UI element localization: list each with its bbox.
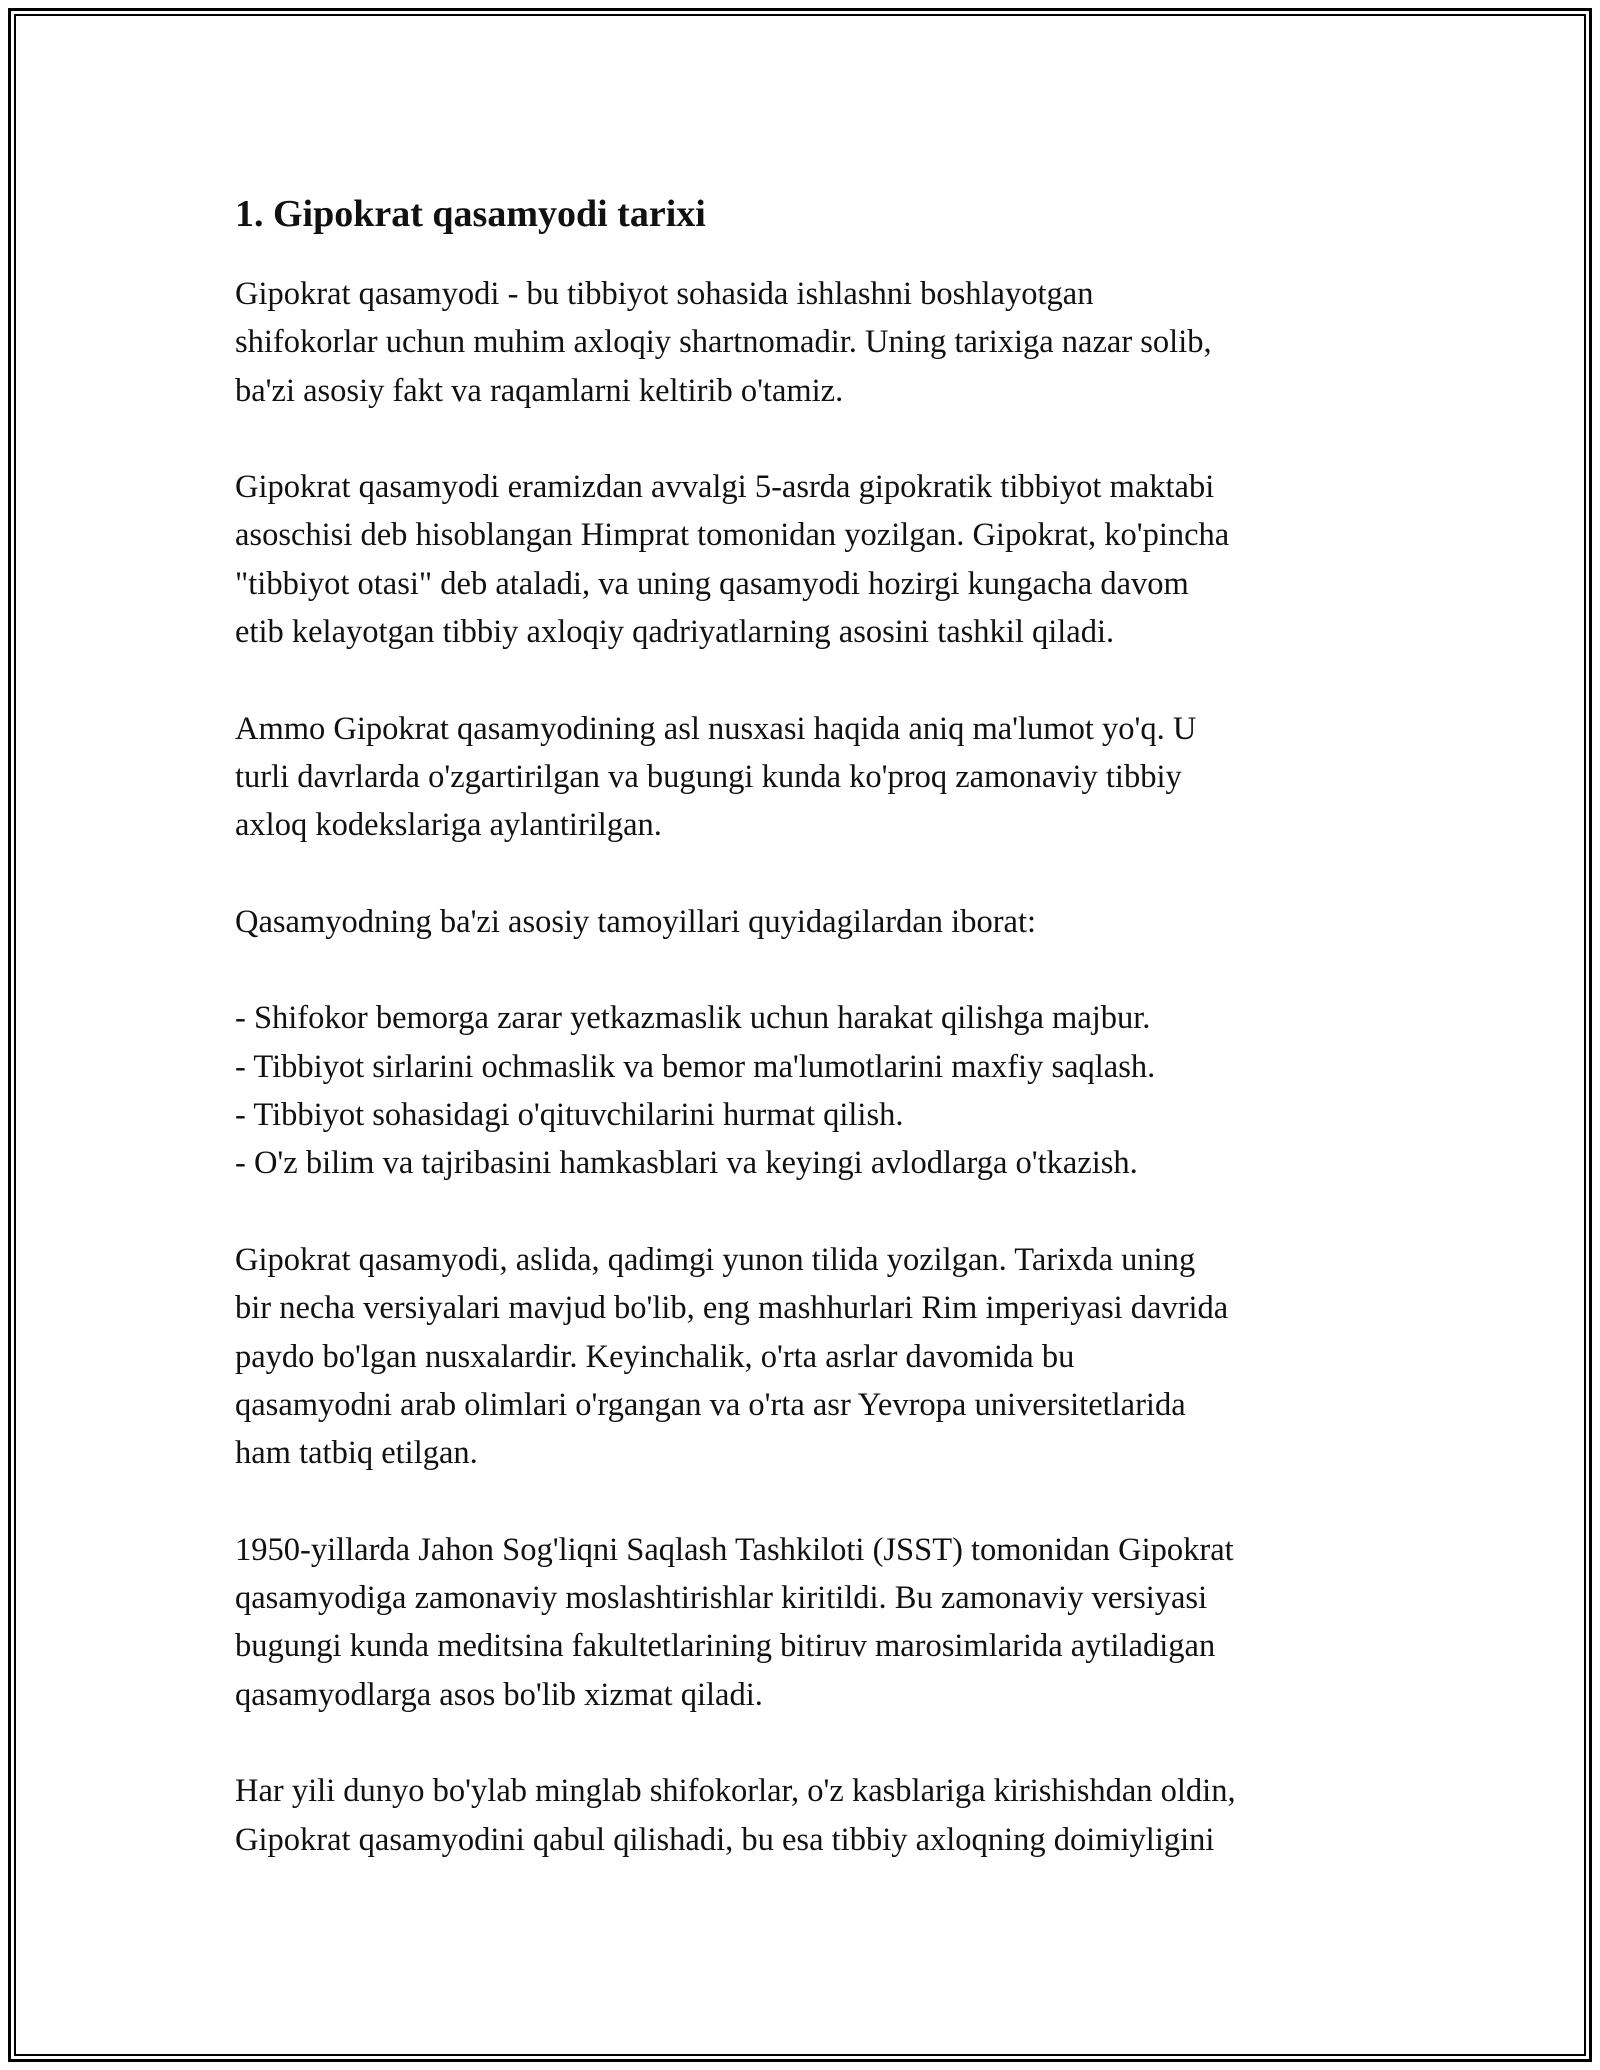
list-item: - Tibbiyot sirlarini ochmaslik va bemor ma'lumotlarini maxfiy saqlash.: [235, 1048, 1156, 1085]
document-body: [235, 188, 1375, 1912]
paragraph-origin: Gipokrat qasamyodi eramizdan avvalgi 5-asrda gipokratik tibbiyot maktabi asoschisi deb hisoblangan Himprat tomonidan yozilgan. Gipokrat, ko'pincha "tibbiyot otasi" deb ataladi, va uning qasamyodi hozirgi kungacha davom etib kelayotgan tibbiy axloqiy qadriyatlarning asosini tashkil qiladi.: [235, 469, 1230, 651]
list-item: - O'z bilim va tajribasini hamkasblari va keyingi avlodlarga o'tkazish.: [235, 1145, 1138, 1182]
paragraph-principles-intro: Qasamyodning ba'zi asosiy tamoyillari quyidagilardan iborat:: [235, 903, 1037, 940]
list-item: - Tibbiyot sohasidagi o'qituvchilarini hurmat qilish.: [235, 1097, 904, 1134]
paragraph-versions: Gipokrat qasamyodi, aslida, qadimgi yunon tilida yozilgan. Tarixda uning bir necha versiyalari mavjud bo'lib, eng mashhurlari Rim imperiyasi davrida paydo bo'lgan nusxalardir. Keyinchalik, o'rta asrlar davomida bu qasamyodni arab olimlari o'rgangan va o'rta asr Yevropa universitetlarida ham tatbiq etilgan.: [235, 1241, 1229, 1472]
paragraph-original-copy: Ammo Gipokrat qasamyodining asl nusxasi haqida aniq ma'lumot yo'q. U turli davrlarda o'zgartirilgan va bugungi kunda ko'proq zamonaviy tibbiy axloq kodekslariga aylantirilgan.: [235, 710, 1197, 844]
paragraph-modern-adaptation: 1950-yillarda Jahon Sog'liqni Saqlash Tashkiloti (JSST) tomonidan Gipokrat qasamyodiga zamonaviy moslashtirishlar kiritildi. Bu zamonaviy versiyasi bugungi kunda meditsina fakultetlarining bitiruv marosimlarida aytiladigan qasamyodlarga asos bo'lib xizmat qiladi.: [235, 1531, 1234, 1713]
paragraph-intro: Gipokrat qasamyodi - bu tibbiyot sohasida ishlashni boshlayotgan shifokorlar uchun muhim axloqiy shartnomadir. Uning tarixiga nazar solib, ba'zi asosiy fakt va raqamlarni keltirib o'tamiz.: [235, 276, 1212, 409]
principles-list: [235, 994, 1375, 1187]
paragraph-annual-oath: Har yili dunyo bo'ylab minglab shifokorlar, o'z kasblariga kirishishdan oldin, Gipokrat qasamyodini qabul qilishadi, bu esa tibbiy axloqning doimiyligini: [235, 1773, 1236, 1858]
list-item: - Shifokor bemorga zarar yetkazmaslik uchun harakat qilishga majbur.: [235, 1000, 1151, 1037]
section-heading: 1. Gipokrat qasamyodi tarixi: [235, 193, 706, 235]
